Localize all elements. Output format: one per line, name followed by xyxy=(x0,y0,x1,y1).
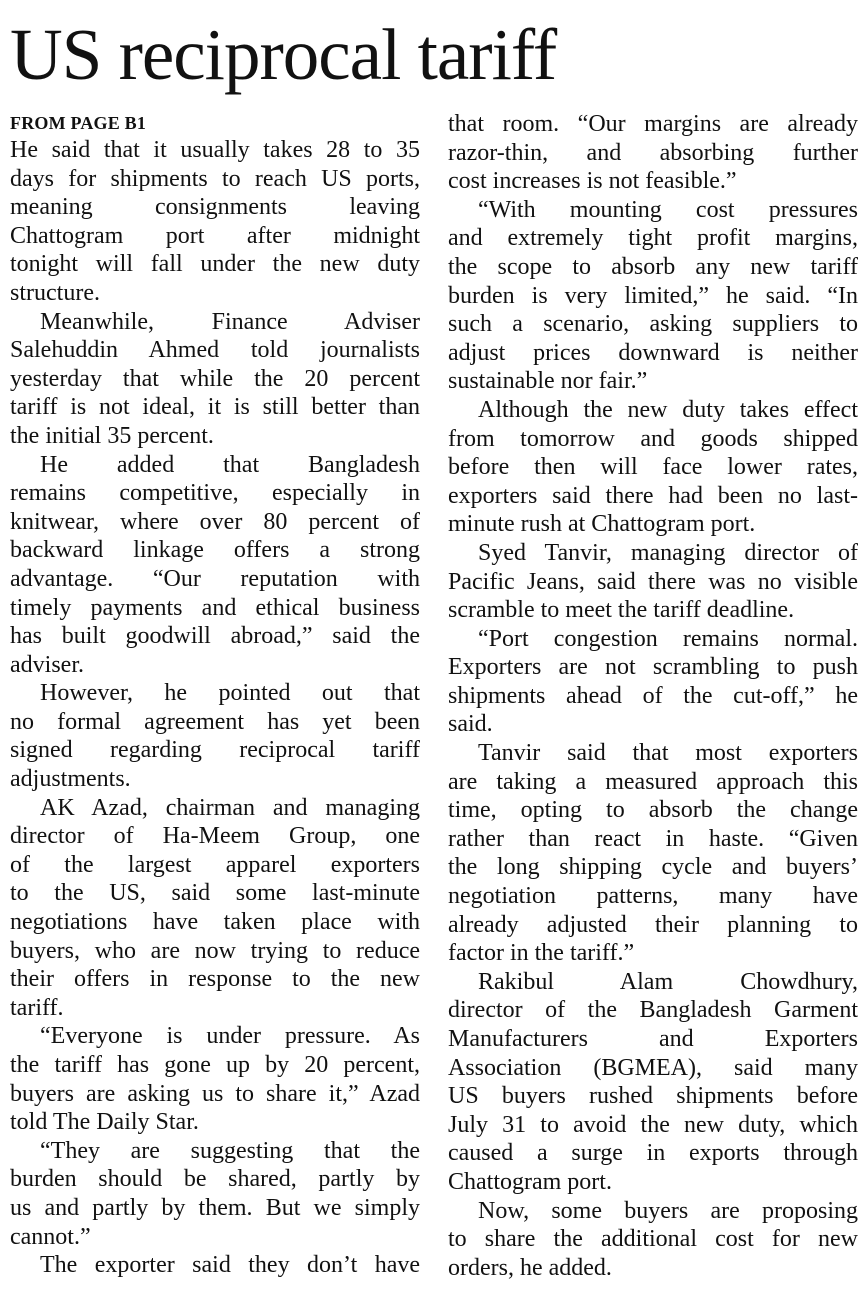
article-paragraph xyxy=(448,196,858,396)
right-column-body xyxy=(448,110,858,1282)
text-line: US buyers rushed shipments before xyxy=(448,1083,858,1110)
text-line: told The Daily Star. xyxy=(10,1109,199,1136)
text-line: yesterday that while the 20 percent xyxy=(10,365,420,392)
text-line: the initial 35 percent. xyxy=(10,422,214,449)
text-line: Meanwhile, Finance Adviser xyxy=(40,308,420,335)
article-paragraph xyxy=(448,739,858,968)
text-line: tariff is not ideal, it is still better than xyxy=(10,394,420,421)
text-line: Although the new duty takes effect xyxy=(478,396,858,423)
text-line: exporters said there had been no last- xyxy=(448,482,858,509)
text-line: tariff. xyxy=(10,994,64,1021)
text-line: sustainable nor fair.” xyxy=(448,368,648,395)
article-paragraph xyxy=(10,308,420,451)
article-paragraph xyxy=(10,679,420,793)
text-line: rather than react in haste. “Given xyxy=(448,825,858,852)
headline: US reciprocal tariff xyxy=(10,14,557,95)
article-paragraph xyxy=(10,1022,420,1136)
article-column-left xyxy=(10,110,420,1280)
text-line: Manufacturers and Exporters xyxy=(448,1026,858,1052)
kicker-from-page: FROM PAGE B1 xyxy=(10,113,147,133)
text-line: Salehuddin Ahmed told journalists xyxy=(10,337,420,364)
article-paragraph xyxy=(448,968,858,1197)
text-line: cannot.” xyxy=(10,1223,91,1250)
text-line: orders, he added. xyxy=(448,1254,612,1281)
text-line: to the US, said some last-minute xyxy=(10,880,420,907)
text-line: their offers in response to the new xyxy=(10,966,420,993)
text-line: Tanvir said that most exporters xyxy=(478,740,858,767)
text-line: burden is very limited,” he said. “In xyxy=(448,282,858,309)
text-line: adjustments. xyxy=(10,766,131,793)
text-line: AK Azad, chairman and managing xyxy=(40,794,420,821)
text-line: burden should be shared, partly by xyxy=(10,1166,420,1193)
text-line: buyers, who are now trying to reduce xyxy=(10,937,420,964)
text-line: advantage. “Our reputation with xyxy=(10,565,420,592)
article-paragraph xyxy=(10,1137,420,1251)
text-line: July 31 to avoid the new duty, which xyxy=(448,1111,858,1138)
text-line: structure. xyxy=(10,279,100,306)
article-column-right xyxy=(448,110,858,1282)
article-paragraph xyxy=(10,136,420,308)
text-line: are taking a measured approach this xyxy=(448,768,858,795)
text-line: cost increases is not feasible.” xyxy=(448,168,737,195)
text-line: Association (BGMEA), said many xyxy=(448,1054,858,1081)
text-line: Rakibul Alam Chowdhury, xyxy=(478,968,858,995)
text-line: buyers are asking us to share it,” Azad xyxy=(10,1080,420,1107)
text-line: meaning consignments leaving xyxy=(10,194,420,221)
text-line: and extremely tight profit margins, xyxy=(448,225,858,252)
text-line: time, opting to absorb the change xyxy=(448,797,858,824)
article-paragraph xyxy=(448,396,858,539)
text-line: “Everyone is under pressure. As xyxy=(40,1023,420,1050)
text-line: factor in the tariff.” xyxy=(448,940,635,967)
text-line: adjust prices downward is neither xyxy=(448,339,858,366)
text-line: Syed Tanvir, managing director of xyxy=(478,539,858,566)
article-paragraph xyxy=(448,110,858,196)
text-line: adviser. xyxy=(10,651,84,678)
text-line: the long shipping cycle and buyers’ xyxy=(448,854,858,881)
text-line: “Port congestion remains normal. xyxy=(478,625,858,652)
text-line: Chattogram port. xyxy=(448,1168,612,1195)
text-line: scramble to meet the tariff deadline. xyxy=(448,597,795,624)
text-line: remains competitive, especially in xyxy=(10,480,420,507)
text-line: minute rush at Chattogram port. xyxy=(448,511,756,538)
text-line: “With mounting cost pressures xyxy=(478,196,858,223)
article-paragraph xyxy=(10,451,420,680)
text-line: the scope to absorb any new tariff xyxy=(448,253,858,280)
text-line: said. xyxy=(448,711,493,738)
article-paragraph xyxy=(10,794,420,1023)
text-line: tonight will fall under the new duty xyxy=(10,251,420,278)
text-line: backward linkage offers a strong xyxy=(10,537,420,564)
text-line: the tariff has gone up by 20 percent, xyxy=(10,1052,420,1078)
text-line: from tomorrow and goods shipped xyxy=(448,425,858,452)
text-line: director of the Bangladesh Garment xyxy=(448,997,858,1024)
text-line: caused a surge in exports through xyxy=(448,1140,858,1167)
text-line: negotiations have taken place with xyxy=(10,909,420,936)
text-line: us and partly by them. But we simply xyxy=(10,1194,420,1221)
text-line: of the largest apparel exporters xyxy=(10,851,420,878)
article-paragraph xyxy=(448,539,858,625)
article-paragraph xyxy=(448,1197,858,1283)
text-line: director of Ha-Meem Group, one xyxy=(10,823,420,850)
text-line: He said that it usually takes 28 to 35 xyxy=(10,137,420,163)
text-line: such a scenario, asking suppliers to xyxy=(448,311,858,338)
text-line: razor-thin, and absorbing further xyxy=(448,139,858,166)
text-line: before then will face lower rates, xyxy=(448,454,858,481)
left-column-body xyxy=(10,136,420,1280)
text-line: However, he pointed out that xyxy=(40,680,420,707)
text-line: timely payments and ethical business xyxy=(10,594,420,621)
text-line: has built goodwill abroad,” said the xyxy=(10,623,420,650)
text-line: negotiation patterns, many have xyxy=(448,883,858,910)
text-line: He added that Bangladesh xyxy=(40,451,420,478)
text-line: signed regarding reciprocal tariff xyxy=(10,737,420,764)
text-line: Exporters are not scrambling to push xyxy=(448,654,858,681)
text-line: Pacific Jeans, said there was no visible xyxy=(448,568,858,595)
text-line: shipments ahead of the cut-off,” he xyxy=(448,682,858,709)
text-line: to share the additional cost for new xyxy=(448,1226,858,1253)
text-line: Chattogram port after midnight xyxy=(10,222,420,249)
text-line: “They are suggesting that the xyxy=(40,1137,420,1164)
text-line: days for shipments to reach US ports, xyxy=(10,165,420,192)
text-line: knitwear, where over 80 percent of xyxy=(10,508,420,535)
text-line: no formal agreement has yet been xyxy=(10,708,420,735)
text-line: Now, some buyers are proposing xyxy=(478,1197,858,1224)
text-line: that room. “Our margins are already xyxy=(448,111,858,137)
text-line: already adjusted their planning to xyxy=(448,911,858,938)
article-paragraph xyxy=(10,1251,420,1280)
text-line: The exporter said they don’t have xyxy=(40,1252,420,1279)
article-paragraph xyxy=(448,625,858,739)
